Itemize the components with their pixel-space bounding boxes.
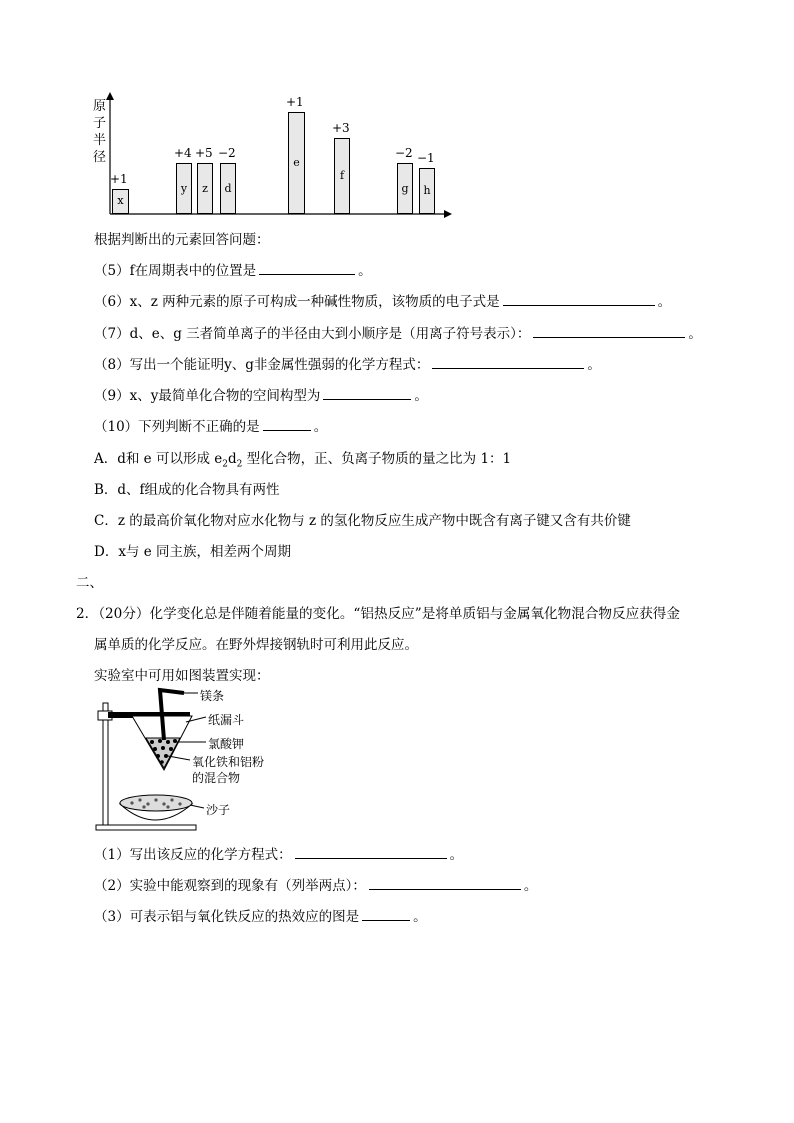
problem-2-line3: 实验室中可用如图装置实现： [94, 668, 270, 684]
q6-text: （6）x、z 两种元素的原子可构成一种碱性物质，该物质的电子式是 [94, 294, 500, 310]
option-c: C．z 的最高价氧化物对应水化物与 z 的氢化物反应生成产物中既含有离子键又含有共价键 [94, 513, 631, 529]
valence-label-g: −2 [395, 146, 413, 160]
valence-label-f: +3 [332, 120, 350, 135]
valence-label-d: −2 [218, 146, 236, 160]
q9-text: （9）x、y最简单化合物的空间构型为 [94, 388, 321, 404]
valence-label-e: +1 [286, 95, 304, 109]
valence-label-x: +1 [110, 171, 128, 186]
q10-text: （10）下列判断不正确的是 [94, 419, 260, 435]
s2-text: （2）实验中能观察到的现象有（列举两点）： [94, 878, 366, 894]
s1-text: （1）写出该反应的化学方程式： [94, 847, 292, 863]
label-mixture-2: 的混合物 [192, 771, 241, 785]
option-b: B．d、f组成的化合物具有两性 [94, 482, 280, 498]
s3-answer-blank[interactable] [362, 907, 410, 921]
s1-answer-blank[interactable] [295, 845, 447, 859]
s2-end: 。 [523, 878, 538, 894]
valence-label-h: −1 [417, 151, 435, 166]
s3-end: 。 [413, 909, 427, 925]
opt-a-2: d [227, 451, 237, 467]
q6-end: 。 [657, 294, 672, 310]
option-d: D．x与 e 同主族，相差两个周期 [94, 544, 292, 560]
label-mixture-1: 氧化铁和铝粉 [192, 755, 265, 769]
bar-label-y: y [180, 181, 188, 195]
bar-label-x: x [117, 194, 124, 208]
problem-2-line2: 属单质的化学反应。在野外焊接钢轨时可利用此反应。 [94, 637, 418, 653]
q9-end: 。 [414, 388, 428, 404]
bar-label-g: g [401, 181, 409, 195]
bar-label-f: f [339, 168, 345, 182]
section-heading: 二、 [76, 575, 103, 591]
y-axis-label: 原子半径 [93, 99, 107, 165]
q7-text: （7）d、e、g 三者简单离子的半径由大到小顺序是（用离子符号表示）： [94, 326, 531, 342]
bar-label-z: z [202, 181, 208, 195]
bar-label-h: h [423, 184, 431, 198]
opt-a-1: A．d和 e 可以形成 e [94, 451, 223, 467]
s2-answer-blank[interactable] [369, 876, 521, 890]
q8-text: （8）写出一个能证明y、g非金属性强弱的化学方程式： [94, 357, 430, 373]
q10-end: 。 [313, 419, 328, 435]
opt-a-sub1: 2 [222, 459, 228, 470]
label-paper-funnel: 纸漏斗 [208, 713, 245, 727]
valence-label-z: +5 [195, 146, 213, 160]
q7-end: 。 [688, 326, 702, 342]
opt-a-3: 型化合物，正、负离子物质的量之比为 1：1 [242, 451, 512, 467]
s1-end: 。 [449, 847, 464, 863]
label-magnesium: 镁条 [200, 689, 225, 703]
label-sand: 沙子 [206, 803, 231, 817]
s3-text: （3）可表示铝与氧化铁反应的热效应的图是 [94, 909, 360, 925]
q8-end: 。 [587, 357, 601, 373]
q5-end: 。 [358, 263, 372, 279]
subquestion-3 [94, 905, 427, 925]
subquestion-1 [94, 843, 463, 863]
intro-text: 根据判断出的元素回答问题： [94, 232, 270, 248]
q5-text: （5）f在周期表中的位置是 [94, 263, 257, 279]
label-kclo3: 氯酸钾 [208, 737, 245, 751]
opt-a-sub2: 2 [236, 459, 243, 470]
problem-2-line1: 2．（20分）化学变化总是伴随着能量的变化。“铝热反应”是将单质铝与金属氧化物混合物反应获得金 [76, 606, 680, 622]
bar-label-d: d [224, 181, 232, 195]
bar-label-e: e [293, 156, 300, 169]
subquestion-2 [94, 874, 537, 894]
valence-label-y: +4 [174, 146, 192, 160]
